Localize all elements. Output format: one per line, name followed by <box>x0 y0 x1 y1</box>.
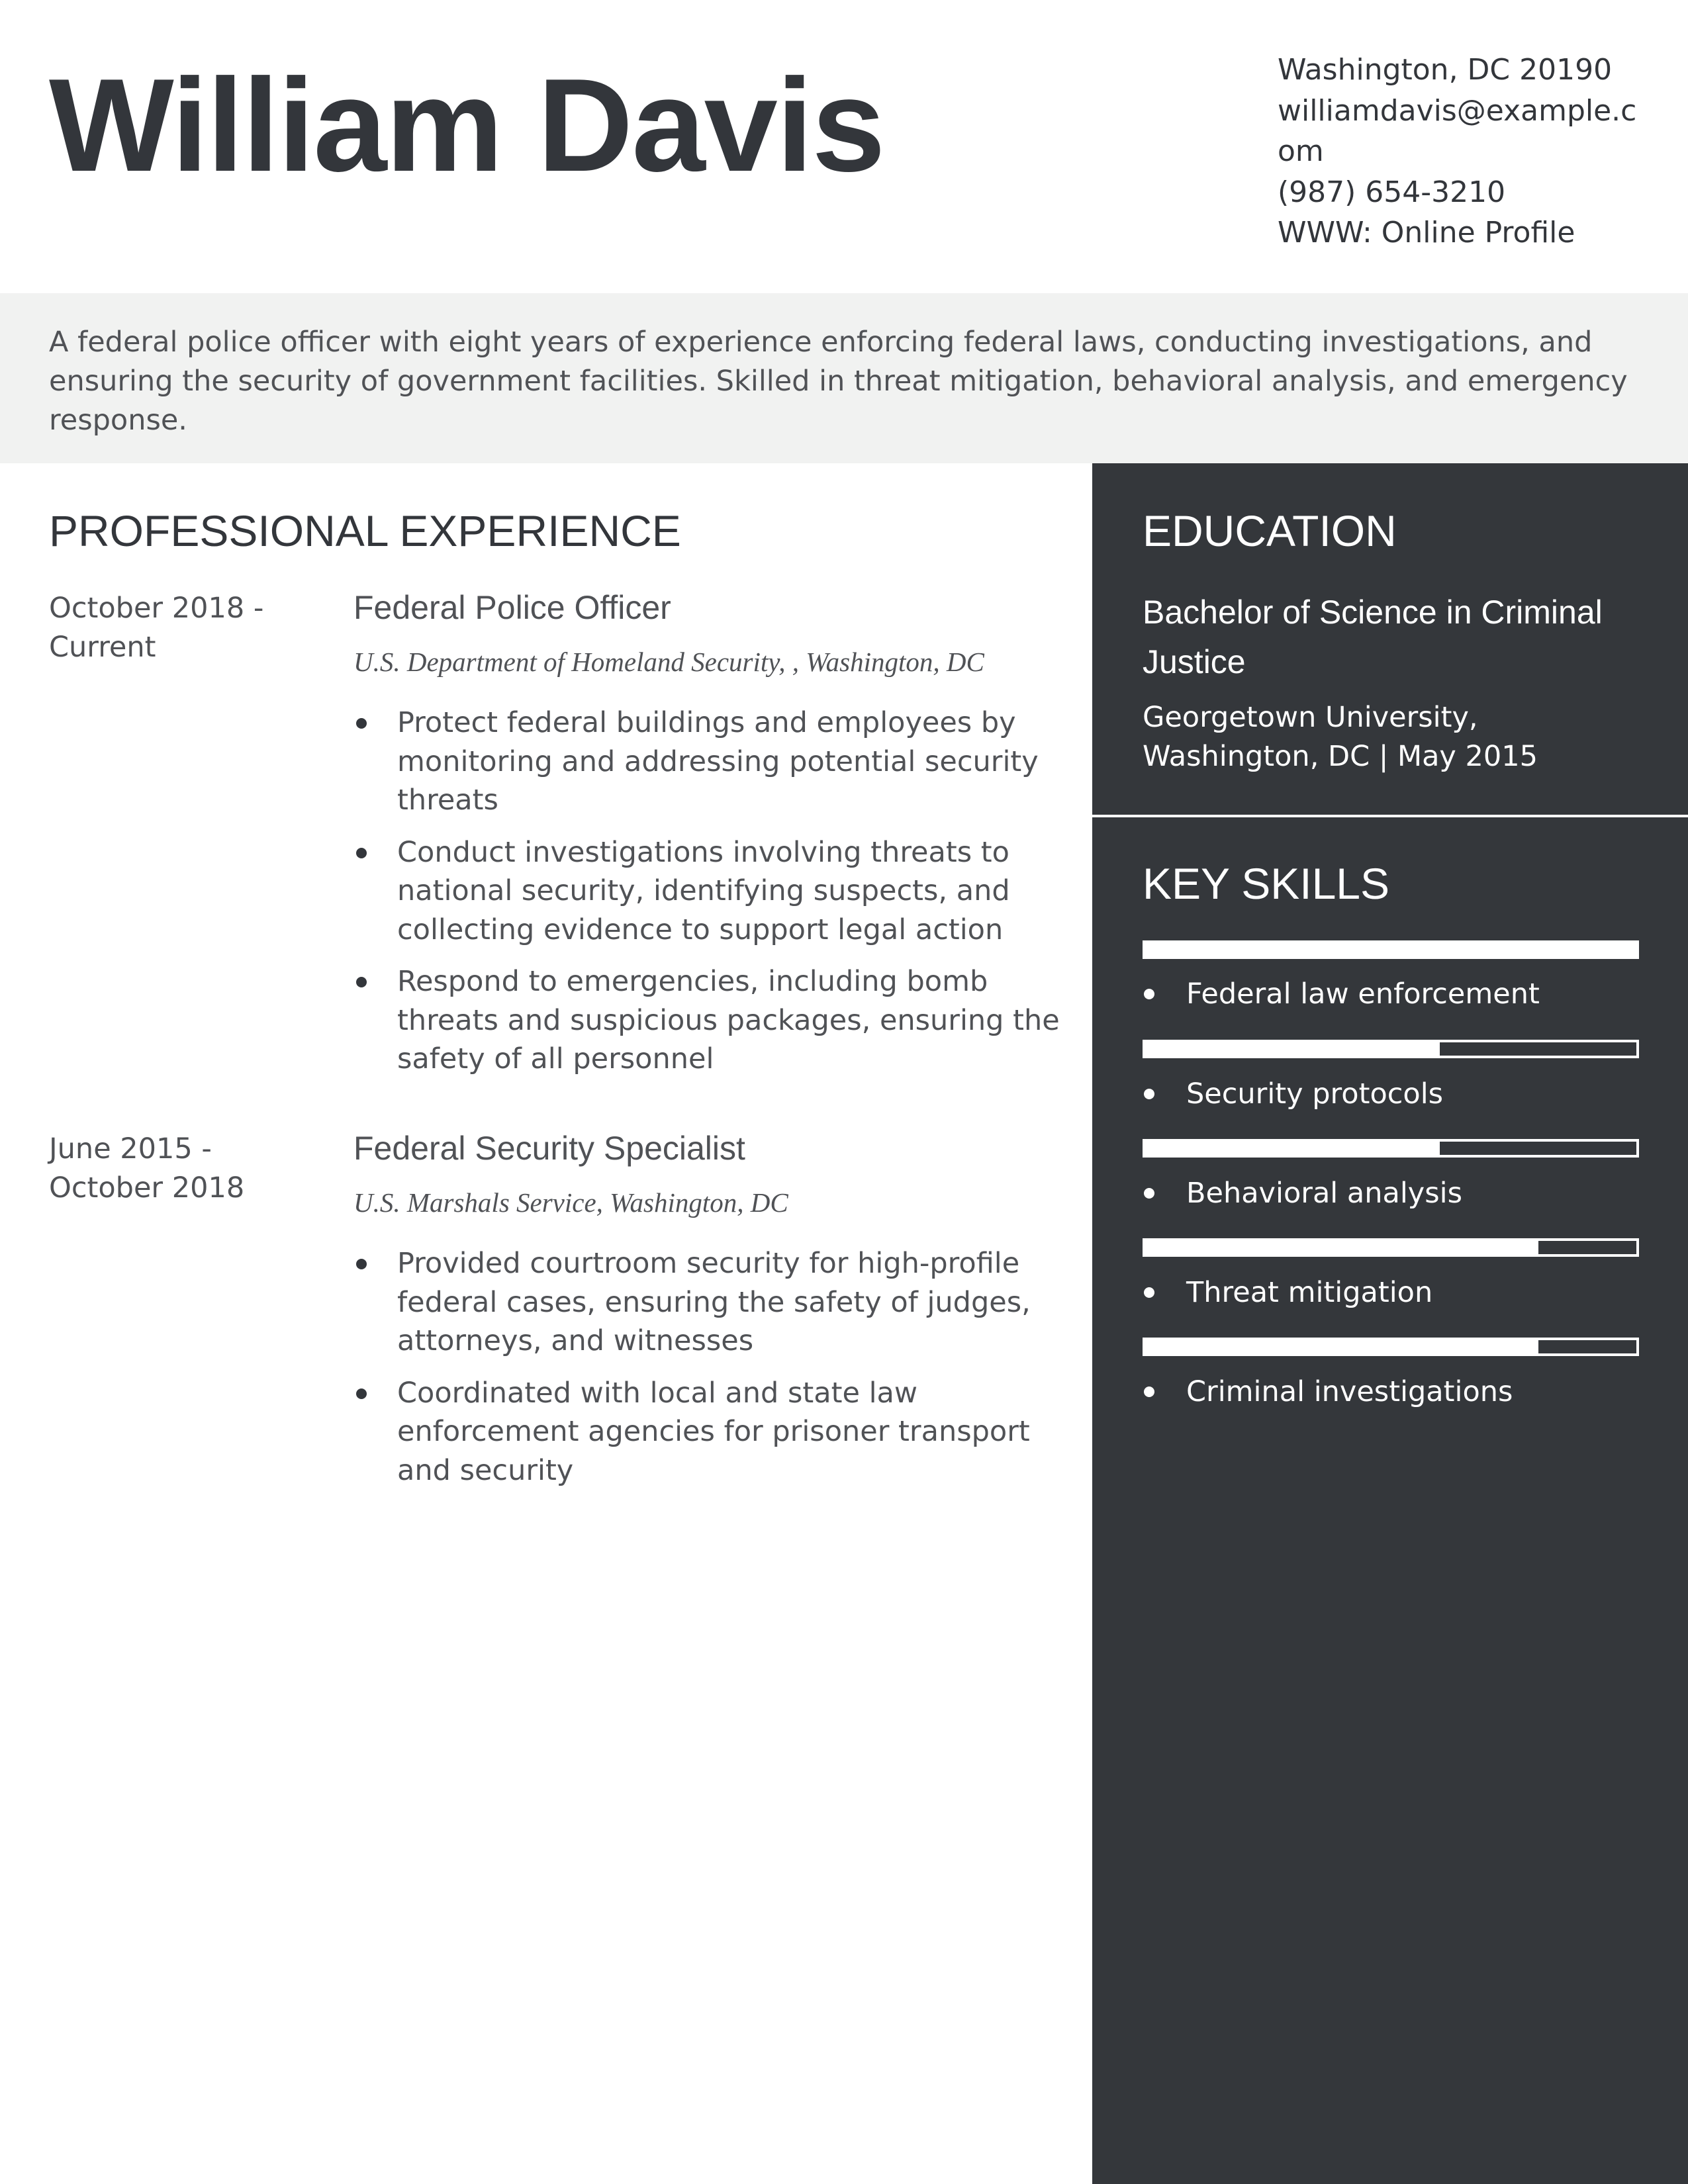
job-details <box>353 589 1068 1092</box>
bullet-icon <box>356 848 367 858</box>
skill-item <box>1143 1074 1659 1114</box>
bullet-icon <box>1144 989 1154 999</box>
candidate-name: William Davis <box>49 52 884 199</box>
education-heading: EDUCATION <box>1143 506 1397 555</box>
bullet-icon <box>1144 1188 1154 1199</box>
skill-level-bar <box>1143 1338 1639 1356</box>
skill-level-bar <box>1143 1238 1639 1257</box>
professional-summary: A federal police officer with eight years of experience enforcing federal laws, conducting investigations, and ensuring the security of government facilities. Skilled in threat mitigation, behavioral analysis, and emergency response. <box>0 293 1688 463</box>
job-bullet <box>353 1244 1068 1361</box>
contact-block <box>1278 50 1648 253</box>
job-bullet <box>353 962 1068 1079</box>
bullet-icon <box>1144 1387 1154 1397</box>
bullet-icon <box>356 1388 367 1399</box>
contact-address: Washington, DC 20190 <box>1278 53 1613 87</box>
skill-level-fill <box>1145 1042 1440 1056</box>
bullet-text: Respond to emergencies, including bomb threats and suspicious packages, ensuring the safety of all personnel <box>397 965 1060 1075</box>
skill-level-bar <box>1143 1040 1639 1058</box>
skill-name: Criminal investigations <box>1186 1375 1513 1408</box>
contact-email[interactable]: williamdavis@example.com <box>1278 93 1637 168</box>
job-bullets <box>353 1244 1068 1490</box>
job-title: Federal Police Officer <box>353 589 671 626</box>
skill-level-bar <box>1143 940 1639 959</box>
contact-phone: (987) 654-3210 <box>1278 175 1506 209</box>
experience-heading: PROFESSIONAL EXPERIENCE <box>49 506 681 555</box>
skill-name: Security protocols <box>1186 1077 1444 1111</box>
bullet-icon <box>1144 1287 1154 1298</box>
bullet-icon <box>356 977 367 987</box>
skill-level-fill <box>1145 1241 1538 1254</box>
skills-heading: KEY SKILLS <box>1143 859 1390 908</box>
job-organization: U.S. Marshals Service, Washington, DC <box>353 1187 788 1218</box>
skill-item <box>1143 1372 1659 1412</box>
job-details <box>353 1130 1068 1503</box>
skill-name: Threat mitigation <box>1186 1276 1433 1309</box>
job-bullet <box>353 833 1068 950</box>
section-divider <box>1092 815 1688 817</box>
bullet-text: Coordinated with local and state law enforcement agencies for prisoner transport and security <box>397 1376 1030 1487</box>
bullet-text: Provided courtroom security for high-profile federal cases, ensuring the safety of judges, attorneys, and witnesses <box>397 1247 1031 1357</box>
job-dates: October 2018 - Current <box>49 592 264 664</box>
job-bullets <box>353 704 1068 1079</box>
resume-header <box>0 0 1688 293</box>
bullet-text: Protect federal buildings and employees by monitoring and addressing potential security threats <box>397 706 1039 817</box>
right-sidebar <box>1092 463 1688 2184</box>
skill-level-bar <box>1143 1139 1639 1158</box>
skill-name: Federal law enforcement <box>1186 978 1540 1011</box>
job-bullet <box>353 704 1068 820</box>
skill-level-fill <box>1145 943 1636 956</box>
education-school: Georgetown University, Washington, DC | May 2015 <box>1143 701 1538 773</box>
job-dates: June 2015 - October 2018 <box>49 1132 245 1205</box>
skill-level-fill <box>1145 1340 1538 1353</box>
bullet-text: Conduct investigations involving threats to national security, identifying suspects, and collecting evidence to support legal action <box>397 835 1010 946</box>
job-bullet <box>353 1374 1068 1490</box>
bullet-icon <box>356 718 367 729</box>
skill-item <box>1143 1273 1659 1312</box>
left-column <box>0 463 1092 2184</box>
skill-name: Behavioral analysis <box>1186 1177 1463 1210</box>
education-degree: Bachelor of Science in Criminal Justice <box>1143 594 1603 680</box>
bullet-icon <box>1144 1089 1154 1099</box>
job-organization: U.S. Department of Homeland Security, , Washington, DC <box>353 647 984 677</box>
skill-level-fill <box>1145 1142 1440 1155</box>
skill-item <box>1143 974 1659 1014</box>
job-title: Federal Security Specialist <box>353 1130 745 1167</box>
skill-item <box>1143 1173 1659 1213</box>
contact-website[interactable]: WWW: Online Profile <box>1278 216 1575 250</box>
bullet-icon <box>356 1259 367 1269</box>
